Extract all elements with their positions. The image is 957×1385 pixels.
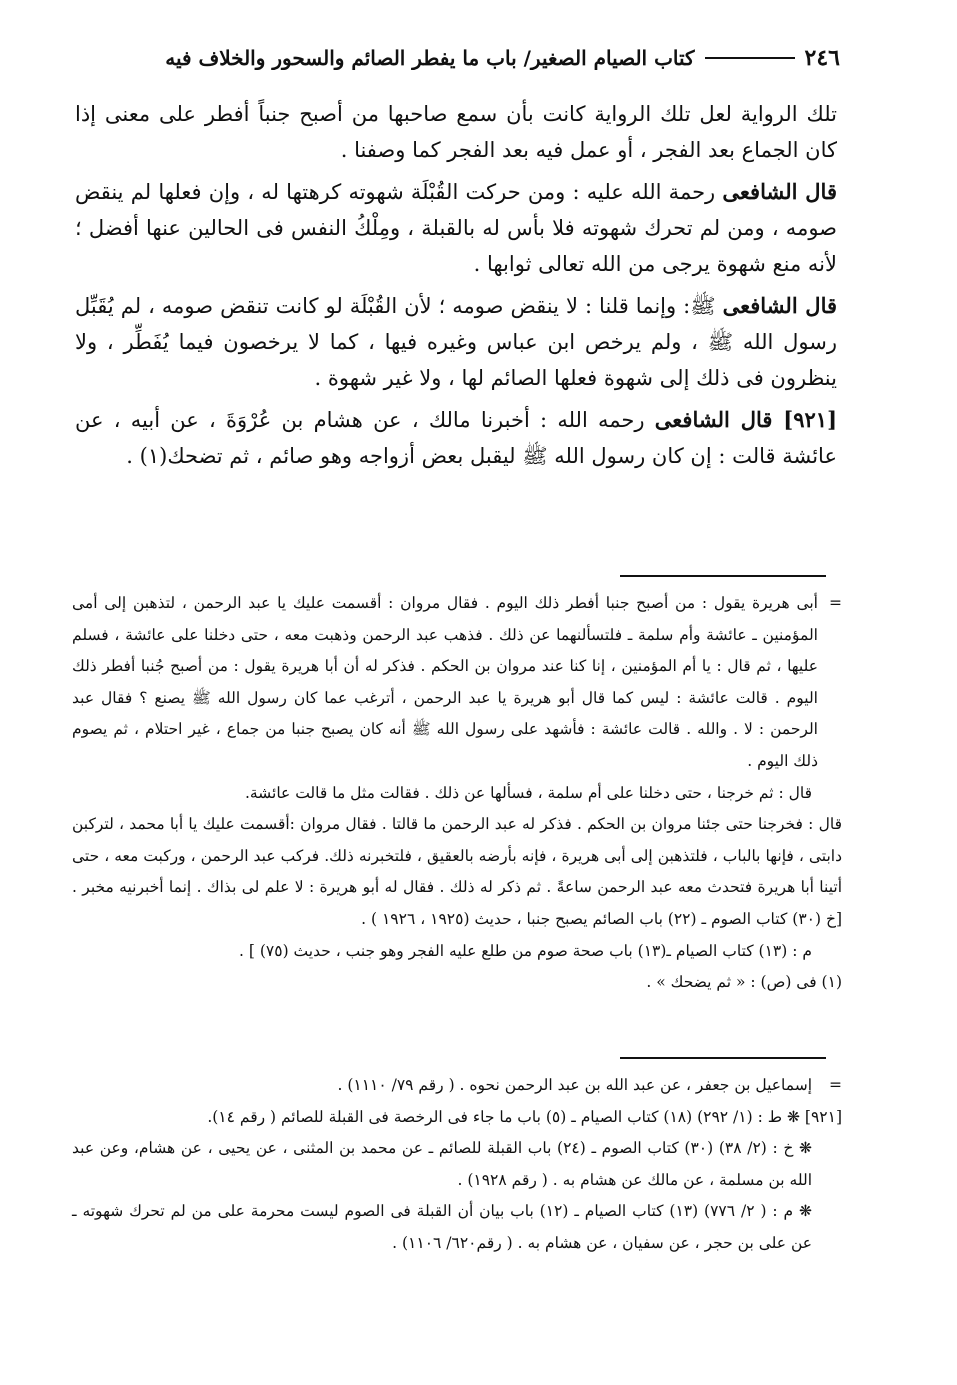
takhrij-entry: [٩٢١] ❋ ط : (١/ ٢٩٢) (١٨) كتاب الصيام ـ (٥) باب ما جاء فى الرخصة فى القبلة للصائم ( رقم ١٤). <box>207 1107 842 1126</box>
takhrij-entry: ❋ خ : (٢/ ٣٨) (٣٠) كتاب الصوم ـ (٢٤) باب القبلة للصائم ـ عن محمد بن المثنى ، عن يحيى ، عن هشام، وعن عبد الله بن مسلمة ، عن مالك عن هشام به . ( رقم ١٩٢٨) . <box>72 1139 812 1189</box>
paragraph-3 <box>75 288 837 396</box>
notes-separator-1 <box>620 575 826 577</box>
note-continuation <box>72 1070 842 1102</box>
page-number: ٢٤٦ <box>804 45 840 71</box>
paragraph-2-text: رحمة الله عليه : ومن حركت القُبْلَة شهوته كرهتها له ، وإن فعلها لم ينقض صومه ، ومن لم تحرك شهوته فلا بأس له بالقبلة ، ومِلْكُ النفس فى الحالين عنها أفضل ؛ لأنه منع شهوة يرجى من الله تعالى ثوابها . <box>75 180 837 276</box>
speaker-label: قال الشافعى <box>722 293 838 318</box>
notes-separator-2 <box>620 1057 826 1059</box>
note-paragraph: قال : ثم خرجنا ، حتى دخلنا على أم سلمة ، فسألها عن ذلك . فقالت مثل ما قالت عائشة. <box>244 783 812 802</box>
paragraph-1: تلك الرواية لعل تلك الرواية كانت بأن سمع صاحبها من أصبح جنباً أفطر على معنى إذا كان الجماع بعد الفجر ، أو عمل فيه بعد الفجر كما وصفنا . <box>75 102 837 162</box>
takhrij-entry: ❋ م : ( ٢/ ٧٧٦) (١٣) كتاب الصيام ـ (١٢) باب بيان أن القبلة فى الصوم ليست محرمة على من لم تحرك شهوته ـ عن على بن حجر ، عن سفيان ، عن هشام به . ( رقم٦٢٠/ ١١٠٦) . <box>72 1202 812 1252</box>
notes-block-2 <box>72 1070 842 1260</box>
header-rule <box>705 57 795 59</box>
paragraph-4-text: رحمه الله : أخبرنا مالك ، عن هشام بن عُرْوَةَ ، عن أبيه ، عن عائشة قالت : إن كان رسول الله ﷺ ليقبل بعض أزواجه وهو صائم ، ثم تضحك(١) . <box>75 408 837 468</box>
note-continuation <box>72 588 842 778</box>
note-text: أبى هريرة يقول : من أصبح جنبا أفطر ذلك اليوم . فقال مروان : أقسمت عليك يا عبد الرحمن ، لتذهبن إلى أمى المؤمنين ـ عائشة وأم سلمة ـ فلتسألنهما عن ذلك . فذهب عبد الرحمن وذهبت معه ، حتى دخلنا على عائشة ، فسلم عليها ، ثم قال : يا أم المؤمنين ، إنا كنا عند مروان بن الحكم . فذكر له أن أبا هريرة يقول : من أصبح جُنبا أفطر ذلك اليوم . قالت عائشة : ليس كما قال أبو هريرة يا عبد الرحمن ، أترغب عما كان رسول الله ﷺ يصنع ؟ فقال عبد الرحمن : لا . والله . قالت عائشة : فأشهد على رسول الله ﷺ أنه كان يصبح جنبا من جماع ، غير احتلام ، ثم يصوم ذلك اليوم . <box>72 594 818 770</box>
main-text <box>75 96 837 480</box>
paragraph-3-text: ﷺ: وإنما قلنا : لا ينقض صومه ؛ لأن القُبْلَة لو كانت تنقض صومه ، لم يُقَبِّل رسول الله ﷺ ، ولم يرخص ابن عباس وغيره فيها ، كما لا يرخصون فيما يُفَطِّر ، ولا ينظرون فى ذلك إلى شهوة فعلها الصائم لها ، ولا غير شهوة . <box>75 294 837 390</box>
running-header <box>80 38 840 78</box>
continuation-marker: = <box>829 1076 842 1094</box>
speaker-label: قال الشافعى <box>722 179 837 204</box>
header-title: كتاب الصيام الصغير/ باب ما يفطر الصائم والسحور والخلاف فيه <box>165 46 695 70</box>
footnote-1: (١) فى (ص) : « ثم يضحك » . <box>646 973 842 992</box>
note-paragraph: م : (١٣) كتاب الصيام ـ(١٣) باب صحة صوم من طلع عليه الفجر وهو جنب ، حديث (٧٥) ] . <box>239 941 812 960</box>
paragraph-4 <box>75 402 837 474</box>
paragraph-2 <box>75 174 837 282</box>
note-paragraph: قال : فخرجنا حتى جئنا مروان بن الحكم . فذكر له عبد الرحمن ما قالتا . فقال مروان :أقسمت عليك يا أبا محمد ، لتركبن دابتى ، فإنها بالباب ، فلتذهبن إلى أبى هريرة ، فإنه بأرضه بالعقيق ، فلتخبرنه ذلك. فركب عبد الرحمن ، وركبت معه ، حتى أتينا أبا هريرة فتحدث معه عبد الرحمن ساعةً . ثم ذكر له ذلك . فقال له أبو هريرة : لا علم لى بذاك . إنما أخبرنيه مخبر .[خ (٣٠) كتاب الصوم ـ (٢٢) باب الصائم يصبح جنبا ، حديث (١٩٢٥ ، ١٩٢٦ ) . <box>72 815 842 928</box>
notes-block-1 <box>72 588 842 999</box>
note-text: إسماعيل بن جعفر ، عن عبد الله بن عبد الرحمن نحوه . ( رقم ٧٩/ ١١١٠) . <box>337 1076 812 1094</box>
continuation-marker: = <box>829 594 842 612</box>
hadith-number-label: [٩٢١] قال الشافعى <box>654 407 837 432</box>
